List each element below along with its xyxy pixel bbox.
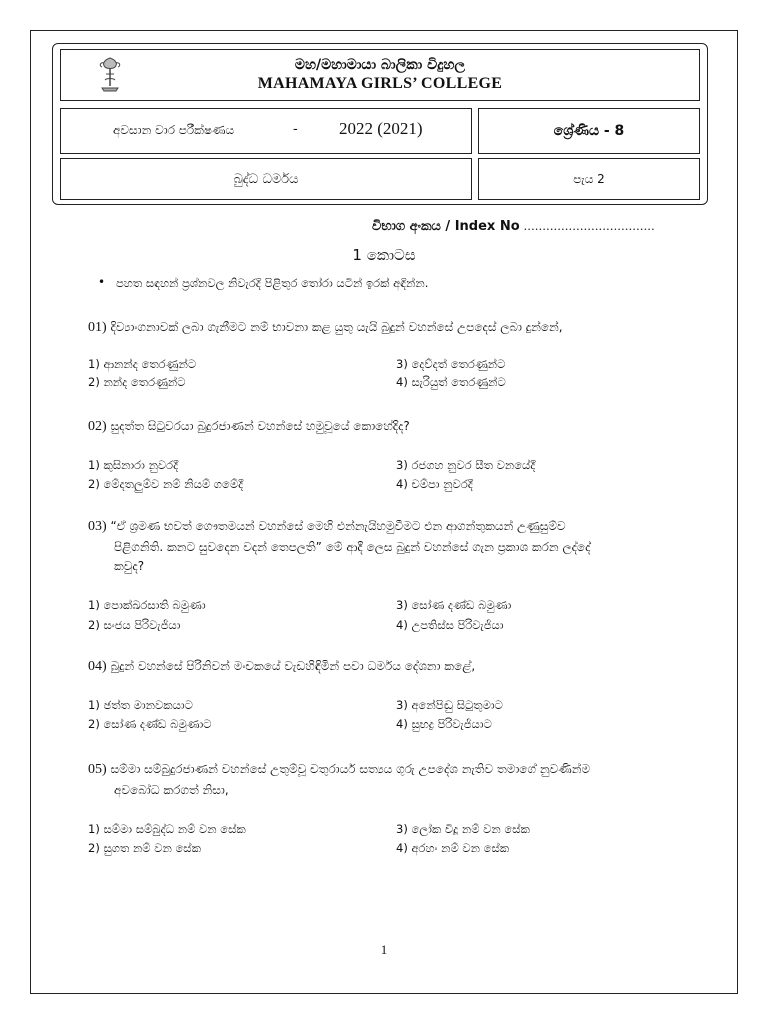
q4-option-2[interactable]: 2) සෝණ දණ්ඩ බමුණාට — [88, 717, 212, 731]
q2-option-3[interactable]: 3) රජගහ නුවර සීත වනයේදී — [396, 458, 536, 472]
index-number-line — [372, 218, 655, 234]
question-2 — [88, 417, 410, 436]
school-crest-icon — [96, 54, 124, 94]
school-name-english: MAHAMAYA GIRLS’ COLLEGE — [257, 75, 503, 92]
question-number: 01) — [88, 320, 107, 335]
q1-option-2[interactable]: 2) නන්ද තෙරණුන්ට — [88, 375, 186, 389]
school-title-box — [60, 49, 700, 101]
question-number: 04) — [88, 659, 107, 674]
section-title: 1 කොටස — [352, 246, 416, 264]
question-text: බුදුන් වහන්සේ පිරිනිවන් මංචකයේ වැඩහිඳිමින් පවා ධර්මය දේශනා කළේ, — [110, 659, 476, 673]
question-text: දිව්‍යාංගනාවක් ලබා ගැනීමට නම් භාවනා කළ යුතු යැයි බුදුන් වහන්සේ උපදෙස් ලබා දුන්නේ, — [110, 320, 563, 334]
q5-option-3[interactable]: 3) ලෝක විදූ නම් වන සේක — [396, 822, 530, 836]
q5-option-2[interactable]: 2) සුගත නම් වන සේක — [88, 841, 201, 855]
question-number: 05) — [88, 762, 107, 777]
q2-option-4[interactable]: 4) චම්පා නුවරදී — [396, 477, 473, 491]
question-text-line-1: “ඒ ශ්‍රමණ භවත් ගෞතමයන් වහන්සේ මෙහි එන්නැයිහමුවීමට එන ආගන්තුකයන් උණුසුම්ව — [110, 519, 566, 533]
school-name-sinhala: මහ/මහාමායා බාලිකා විදුහල — [294, 57, 466, 73]
question-3-line-2: පිළිගනිති. කනට සුවදෙන වදන් තෙපලති” මේ ආදී ලෙස බුදුන් වහන්සේ ගැන ප්‍රකාශ කරන ලද්දේ — [114, 540, 591, 554]
bullet-icon: • — [98, 275, 106, 289]
question-3-line-3: කවුද? — [114, 559, 145, 573]
question-number: 02) — [88, 419, 107, 434]
exam-year: 2022 (2021) — [339, 119, 423, 138]
instruction — [98, 275, 429, 291]
q5-option-4[interactable]: 4) අරහං නම් වන සේක — [396, 841, 510, 855]
duration-label: පැය 2 — [573, 171, 605, 186]
question-number: 03) — [88, 519, 107, 534]
question-3 — [88, 517, 566, 536]
subject-box — [60, 158, 472, 200]
question-5-line-2: අවබෝධ කරගත් නිසා, — [114, 783, 229, 797]
q4-option-4[interactable]: 4) සුභද්‍ර පිරිවැජියාට — [396, 717, 492, 731]
grade-label: ශ්‍රේණිය - 8 — [553, 123, 625, 139]
q3-option-3[interactable]: 3) සෝණ දණ්ඩ බමුණා — [396, 598, 512, 612]
q3-option-1[interactable]: 1) පොක්ඛරසාති බමුණා — [88, 598, 206, 612]
exam-info-box — [60, 108, 472, 154]
instruction-text: පහත සඳහන් ප්‍රශ්නවල නිවැරදි පිළිතුර තෝරා යටින් ඉරක් අඳින්න. — [116, 276, 429, 290]
q4-option-3[interactable]: 3) අනේපිඬු සිටුතුමාට — [396, 698, 503, 712]
q4-option-1[interactable]: 1) ඡත්ත මානවකයාට — [88, 698, 193, 712]
question-text: සුදත්ත සිටුවරයා බුදුරජාණන් වහන්සේ හමුවූයේ කොහේදිද? — [110, 419, 410, 433]
duration-box — [478, 158, 700, 200]
q1-option-4[interactable]: 4) සැරියුත් තෙරණුන්ට — [396, 375, 506, 389]
q1-option-1[interactable]: 1) ආනන්ද තෙරණුන්ට — [88, 357, 197, 371]
question-4 — [88, 657, 475, 676]
exam-name: අවසාන වාර පරීක්ෂණය — [113, 123, 235, 137]
question-1 — [88, 318, 563, 337]
q5-option-1[interactable]: 1) සම්මා සම්බුද්ධ නම් වන සේක — [88, 822, 246, 836]
question-5 — [88, 760, 590, 779]
subject-name: බුද්ධ ධර්මය — [233, 171, 299, 187]
exam-dash: - — [293, 121, 298, 137]
question-text-line-1: සම්මා සම්බුදුරජාණන් වහන්සේ උතුම්වූ චතුරාර්ය සත්‍යය ගුරු උපදේශ නැතිව තමාගේ නුවණින්ම — [110, 762, 591, 776]
q2-option-1[interactable]: 1) කුසිනාරා නුවරදී — [88, 458, 179, 472]
index-dots: ................................... — [523, 218, 656, 233]
q3-option-4[interactable]: 4) උපතිස්ස පිරිවැජියා — [396, 618, 504, 632]
page-number: 1 — [380, 942, 388, 957]
q2-option-2[interactable]: 2) මේදතලුම්ව නම් නියම් ගමේදී — [88, 477, 244, 491]
grade-box — [478, 108, 700, 154]
q3-option-2[interactable]: 2) සංජය පිරිවැජියා — [88, 618, 181, 632]
index-label: විභාග අංකය / Index No — [372, 219, 520, 234]
q1-option-3[interactable]: 3) දෙව්දත් තෙරණුන්ට — [396, 357, 506, 371]
